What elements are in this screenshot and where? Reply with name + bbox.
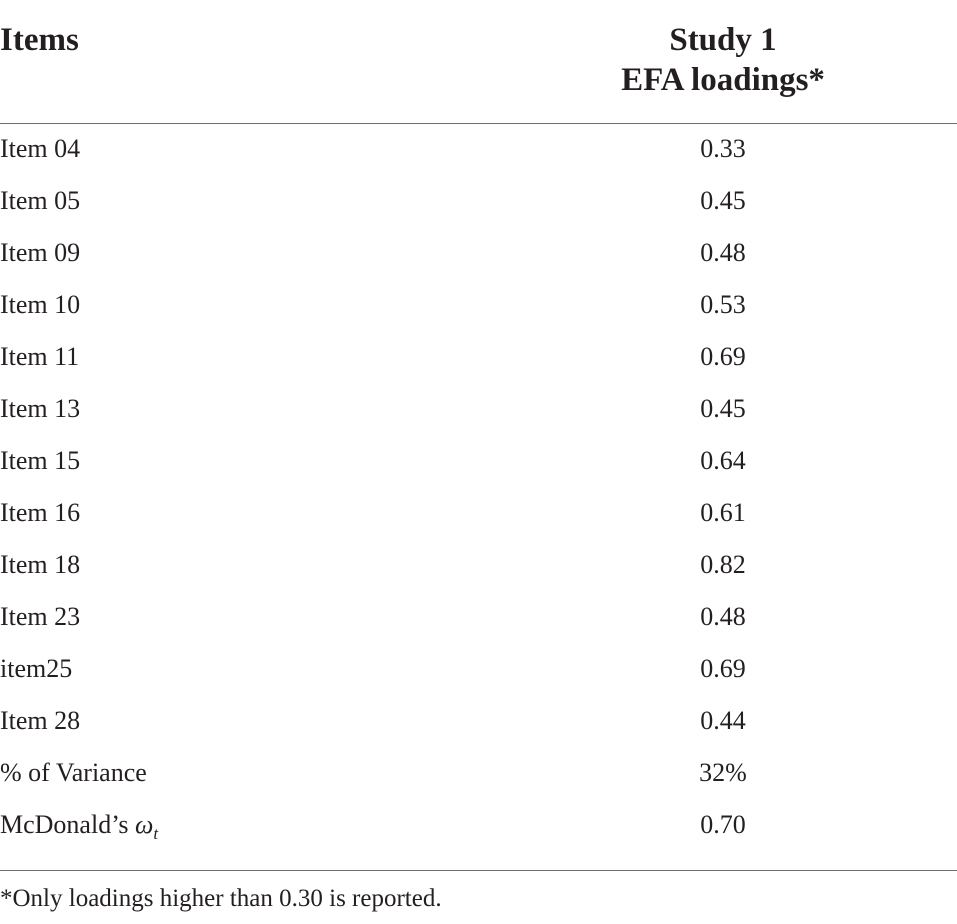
item-label: item25	[0, 654, 73, 683]
item-label: Item 11	[0, 342, 80, 371]
omega-label	[0, 810, 158, 849]
omega-subscript: t	[153, 824, 159, 844]
omega-char: ω	[135, 810, 154, 839]
loading-value: 0.53	[700, 290, 746, 319]
loading-value: 0.33	[700, 134, 746, 163]
item-label: Item 04	[0, 134, 81, 163]
table-row	[0, 436, 957, 488]
table-row-omega	[0, 800, 957, 852]
item-label: Item 13	[0, 394, 81, 423]
loading-value: 0.64	[700, 446, 746, 475]
loading-value: 0.61	[700, 498, 746, 527]
omega-label-prefix: McDonald’s	[0, 810, 136, 839]
study1-header-line1: Study 1	[669, 22, 777, 58]
item-label: Item 23	[0, 602, 81, 631]
omega-symbol	[135, 810, 159, 844]
table-footnote: *Only loadings higher than 0.30 is reported.	[0, 885, 442, 912]
item-label: Item 16	[0, 498, 81, 527]
loading-value: 0.45	[700, 394, 746, 423]
item-label: Item 15	[0, 446, 81, 475]
study1-header-line2: EFA loadings*	[621, 62, 825, 98]
table-row	[0, 488, 957, 540]
item-label: Item 05	[0, 186, 81, 215]
bottom-rule	[0, 870, 957, 871]
loading-value: 0.69	[700, 342, 746, 371]
loading-value: 32%	[699, 758, 747, 787]
loading-value: 0.44	[700, 706, 746, 735]
loading-value: 0.45	[700, 186, 746, 215]
table-row	[0, 644, 957, 696]
item-label: Item 09	[0, 238, 81, 267]
table-row	[0, 748, 957, 800]
table-row	[0, 280, 957, 332]
table-row	[0, 384, 957, 436]
loading-value: 0.69	[700, 654, 746, 683]
loading-value: 0.48	[700, 238, 746, 267]
table-body	[0, 124, 957, 852]
table-header	[0, 0, 957, 124]
table-row	[0, 696, 957, 748]
loading-value: 0.82	[700, 550, 746, 579]
items-column-header: Items	[0, 22, 79, 58]
table-row	[0, 540, 957, 592]
item-label: Item 28	[0, 706, 81, 735]
item-label: Item 18	[0, 550, 81, 579]
omega-value: 0.70	[700, 810, 746, 839]
item-label: Item 10	[0, 290, 81, 319]
item-label: % of Variance	[0, 758, 147, 787]
table-row	[0, 228, 957, 280]
table-row	[0, 124, 957, 176]
table-row	[0, 592, 957, 644]
table-row	[0, 176, 957, 228]
loading-value: 0.48	[700, 602, 746, 631]
table-row	[0, 332, 957, 384]
study1-column-header	[520, 20, 926, 100]
